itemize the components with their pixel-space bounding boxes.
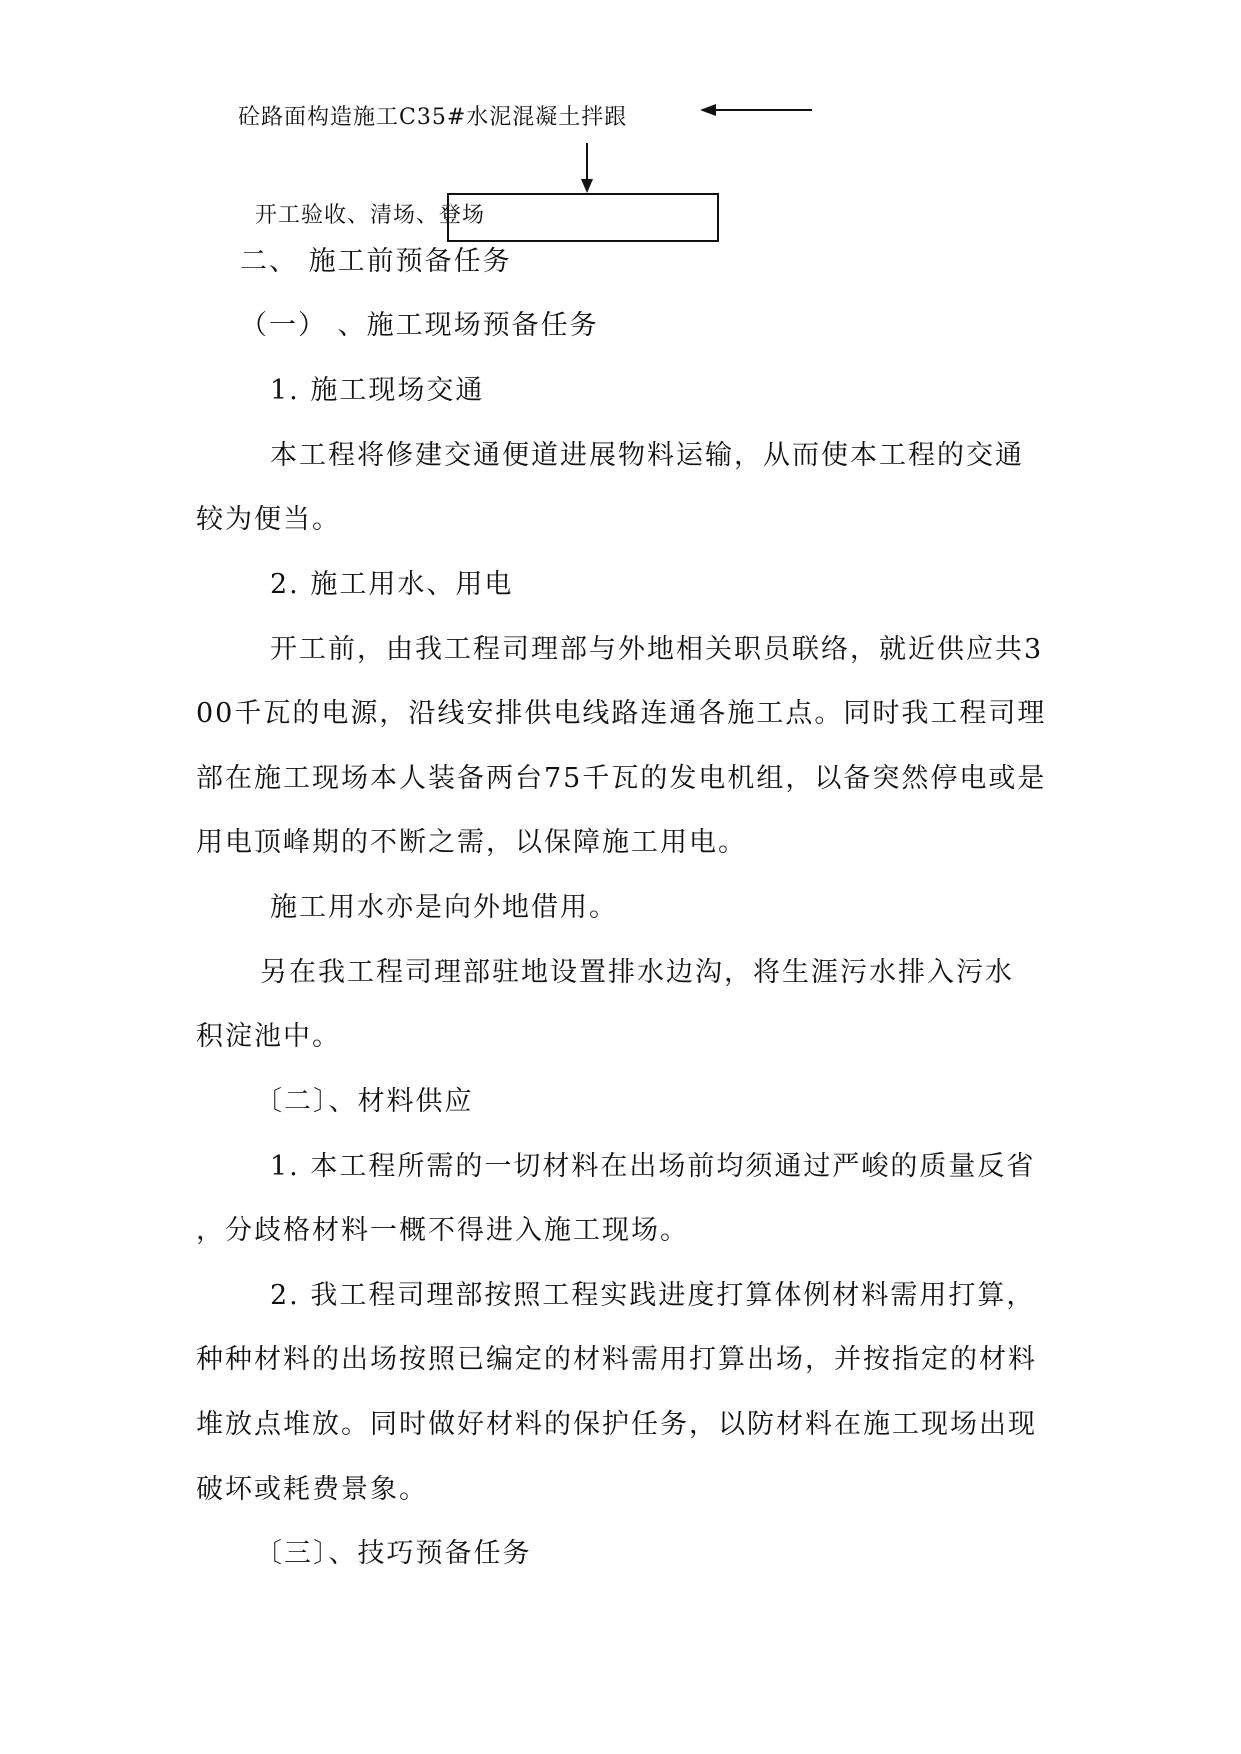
item2-drainage-line2: 积淀池中。 (196, 1021, 341, 1052)
item1-paragraph-line1: 本工程将修建交通便道进展物料运输，从而使本工程的交通 (270, 440, 1024, 471)
sub-one-heading: （一） 、施工现场预备任务 (240, 310, 599, 341)
flow-step-final: 开工验收、清场、登场 (255, 203, 486, 228)
item2-paragraph-line1: 开工前，由我工程司理部与外地相关职员联络，就近供应共3 (270, 634, 1044, 665)
sub-three-heading: 〔三〕、技巧预备任务 (255, 1538, 532, 1569)
arrow-left-head (700, 104, 716, 116)
item2-heading: 2. 施工用水、用电 (270, 569, 514, 600)
flow-step-concrete: 砼路面构造施工C35#水泥混凝土拌跟 (238, 105, 628, 130)
mat2-line3: 堆放点堆放。同时做好材料的保护任务，以防材料在施工现场出现 (196, 1409, 1037, 1440)
mat1-line2: ，分歧格材料一概不得进入施工现场。 (196, 1215, 689, 1246)
item2-drainage-line1: 另在我工程司理部驻地设置排水边沟，将生涯污水排入污水 (260, 957, 1014, 988)
item1-heading: 1. 施工现场交通 (270, 375, 485, 406)
item2-paragraph-line4: 用电顶峰期的不断之需，以保障施工用电。 (196, 827, 747, 858)
section-two-heading: 二、 施工前预备任务 (240, 246, 512, 277)
sub-two-heading: 〔二〕、材料供应 (255, 1086, 474, 1117)
mat2-line1: 2. 我工程司理部按照工程实践进度打算体例材料需用打算， (270, 1280, 1036, 1311)
mat1-line1: 1. 本工程所需的一切材料在出场前均须通过严峻的质量反省 (270, 1151, 1036, 1182)
mat2-line4: 破坏或耗费景象。 (196, 1474, 428, 1505)
flow-box (447, 193, 719, 242)
item1-paragraph-line2: 较为便当。 (196, 504, 341, 535)
arrow-down-head (581, 179, 593, 193)
item2-water-paragraph: 施工用水亦是向外地借用。 (270, 892, 618, 923)
item2-paragraph-line3: 部在施工现场本人装备两台75千瓦的发电机组，以备突然停电或是 (196, 763, 1047, 794)
item2-paragraph-line2: 00千瓦的电源，沿线安排供电线路连通各施工点。同时我工程司理 (196, 698, 1047, 729)
mat2-line2: 种种材料的出场按照已编定的材料需用打算出场，并按指定的材料 (196, 1344, 1037, 1375)
